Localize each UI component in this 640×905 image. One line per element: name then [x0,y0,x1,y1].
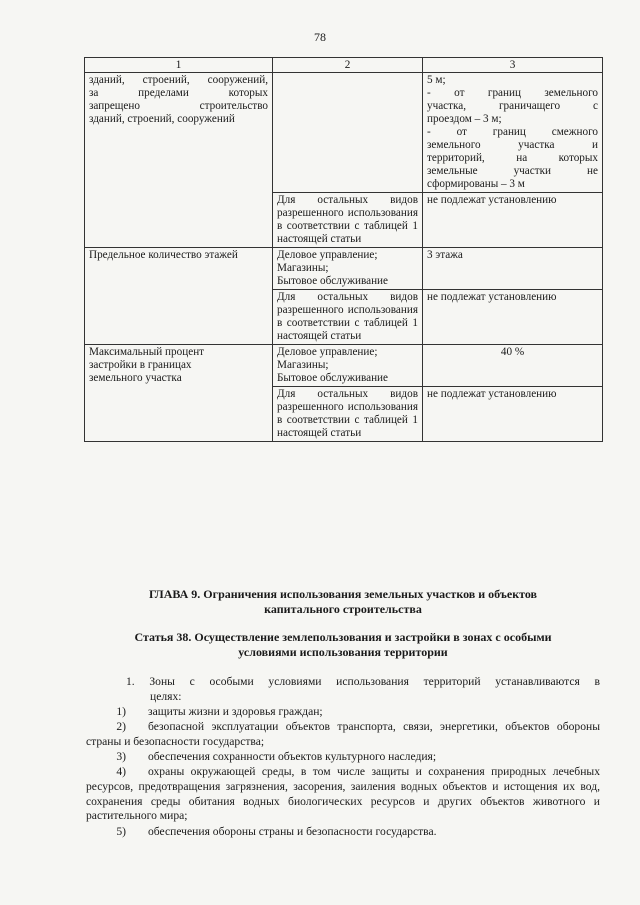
regulations-table [84,57,603,442]
page-number: 78 [314,30,326,44]
text-line: - от границ смежного [427,126,598,138]
article-heading [84,630,602,660]
list-item-text: обеспечения сохранности объектов культурного наследия; [148,750,437,763]
list-item-text: охраны окружающей среды, в том числе защиты и сохранения природных лечебных ресурсов, предотвращения загрязнения, засорения, заиления водных объектов и истощения их вод, сохранения среды обитания водных биологических ресурсов и других объектов животного и растительного мира; [86,765,600,823]
chapter-heading-line: ГЛАВА 9. Ограничения использования земельных участков и объектов [148,587,538,601]
parameter-cell [85,73,273,248]
text-line: за пределами которых [89,87,268,99]
parameter-cell: Предельное количество этажей [85,248,273,345]
table-row [85,73,603,193]
intro-line: 1. Зоны с особыми условиями использования территорий устанавливаются в [126,675,600,688]
text-line: земельного участка и [427,139,598,151]
text-line: зданий, строений, сооружений, [89,74,268,86]
list-item-number: 4) [116,765,126,778]
table-row [85,345,603,387]
text-line: - от границ земельного [427,87,598,99]
text-line: земельного участка [89,372,182,384]
chapter-heading [84,587,602,617]
text-line: зданий, строений, сооружений [89,113,235,125]
use-type-cell: Для остальных видов разрешенного использования в соответствии с таблицей 1 настоящей статьи [273,290,423,345]
list-item-number: 1) [116,705,126,718]
list-item-text: безопасной эксплуатации объектов транспорта, связи, энергетики, объектов обороны страны и безопасности государства; [86,720,600,748]
article-heading-line: условиями использования территории [238,645,448,659]
header-col-1: 1 [85,58,273,73]
intro-line: целях: [150,689,182,703]
text-line: Бытовое обслуживание [277,275,389,287]
text-line: проездом – 3 м; [427,113,502,125]
parameter-cell [85,345,273,442]
use-type-cell [273,73,423,193]
list-item [86,750,600,765]
text-line: Бытовое обслуживание [277,372,389,384]
list-item-number: 2) [116,720,126,733]
value-cell: не подлежат установлению [423,290,603,345]
value-cell: не подлежат установлению [423,193,603,248]
text-line: сформированы – 3 м [427,178,525,190]
list-item [86,825,600,840]
table-header-row [85,58,603,73]
text-line: Магазины; [277,262,329,274]
list-item-text: защиты жизни и здоровья граждан; [148,705,323,718]
text-line: Деловое управление; [277,346,378,358]
text-line: застройки в границах [89,359,192,371]
text-line: территорий, на которых [427,152,598,164]
text-line: Максимальный процент [89,346,205,358]
article-heading-line: Статья 38. Осуществление землепользования и застройки в зонах с особыми [134,630,552,644]
use-type-cell [273,345,423,387]
text-line: запрещено строительство [89,100,268,112]
text-line: земельные участки не [427,165,598,177]
text-line: 5 м; [427,74,446,86]
list-item-text: обеспечения обороны страны и безопасности государства. [148,825,437,838]
list-item-number: 3) [116,750,126,763]
list-item [86,720,600,750]
text-line: участка, граничащего с [427,100,598,112]
chapter-heading-line: капитального строительства [264,602,422,616]
list-item [86,705,600,720]
intro-paragraph [86,675,600,705]
list-item-number: 5) [116,825,126,838]
header-col-2: 2 [273,58,423,73]
text-line: Магазины; [277,359,329,371]
value-cell: не подлежат установлению [423,387,603,442]
use-type-cell [273,248,423,290]
table-row [85,248,603,290]
value-cell [423,73,603,193]
value-cell: 3 этажа [423,248,603,290]
text-line: Деловое управление; [277,249,378,261]
use-type-cell: Для остальных видов разрешенного использования в соответствии с таблицей 1 настоящей статьи [273,387,423,442]
header-col-3: 3 [423,58,603,73]
list-item [86,765,600,824]
value-cell: 40 % [423,345,603,387]
use-type-cell: Для остальных видов разрешенного использования в соответствии с таблицей 1 настоящей статьи [273,193,423,248]
